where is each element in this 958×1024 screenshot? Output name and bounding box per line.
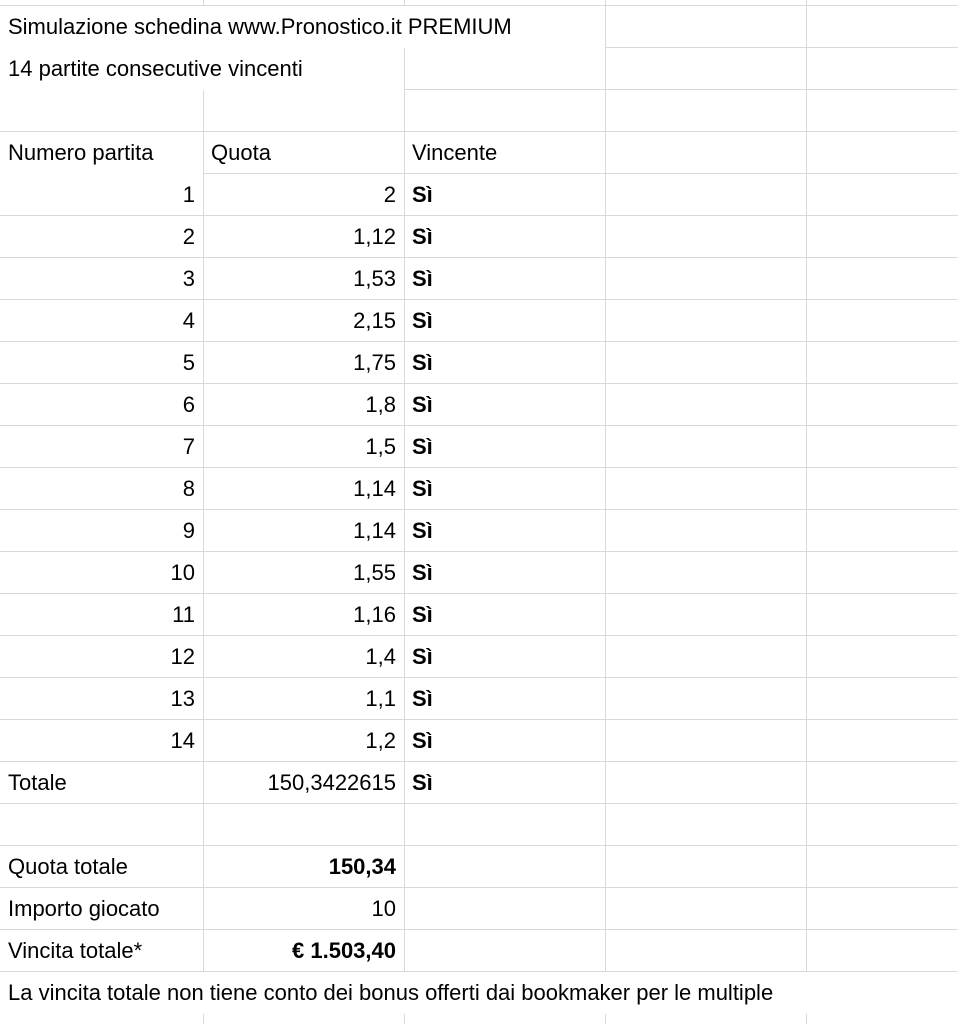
match-number-cell[interactable]: 13 [170, 686, 195, 711]
match-number-cell[interactable]: 8 [182, 476, 195, 501]
column-divider [806, 0, 807, 1024]
header-numero-partita[interactable]: Numero partita [0, 132, 203, 174]
match-winner-cell[interactable]: Sì [412, 308, 433, 333]
match-winner-cell[interactable]: Sì [412, 686, 433, 711]
match-winner-cell[interactable]: Sì [412, 182, 433, 207]
match-odds-cell[interactable]: 2 [383, 182, 396, 207]
match-winner-cell[interactable]: Sì [412, 224, 433, 249]
match-number-cell[interactable]: 11 [172, 602, 195, 627]
match-odds-cell[interactable]: 2,15 [353, 308, 396, 333]
column-divider [605, 0, 606, 1024]
match-number-cell[interactable]: 10 [170, 560, 195, 585]
match-odds-cell[interactable]: 1,14 [353, 476, 396, 501]
match-winner-cell[interactable]: Sì [412, 350, 433, 375]
total-odds-value[interactable]: 150,34 [328, 854, 396, 879]
match-odds-cell[interactable]: 1,4 [365, 644, 396, 669]
match-number-cell[interactable]: 7 [182, 434, 195, 459]
match-winner-cell[interactable]: Sì [412, 644, 433, 669]
payout-value[interactable]: € 1.503,40 [292, 938, 396, 963]
match-number-cell[interactable]: 6 [182, 392, 195, 417]
header-quota[interactable]: Quota [211, 140, 271, 165]
sheet-subtitle[interactable]: 14 partite consecutive vincenti [0, 48, 404, 90]
match-odds-cell[interactable]: 1,75 [353, 350, 396, 375]
match-number-cell[interactable]: 14 [170, 728, 195, 753]
match-number-cell[interactable]: 4 [182, 308, 195, 333]
match-number-cell[interactable]: 1 [182, 182, 195, 207]
match-winner-cell[interactable]: Sì [412, 728, 433, 753]
match-winner-cell[interactable]: Sì [412, 602, 433, 627]
match-odds-cell[interactable]: 1,5 [365, 434, 396, 459]
stake-value[interactable]: 10 [371, 896, 396, 921]
match-winner-cell[interactable]: Sì [412, 518, 433, 543]
match-odds-cell[interactable]: 1,1 [365, 686, 396, 711]
total-label[interactable]: Totale [8, 770, 67, 795]
match-number-cell[interactable]: 5 [182, 350, 195, 375]
match-number-cell[interactable]: 2 [182, 224, 195, 249]
match-odds-cell[interactable]: 1,16 [353, 602, 396, 627]
match-odds-cell[interactable]: 1,2 [365, 728, 396, 753]
match-number-cell[interactable]: 12 [170, 644, 195, 669]
match-odds-cell[interactable]: 1,8 [365, 392, 396, 417]
payout-label[interactable]: Vincita totale* [8, 938, 143, 963]
match-winner-cell[interactable]: Sì [412, 266, 433, 291]
match-odds-cell[interactable]: 1,53 [353, 266, 396, 291]
match-winner-cell[interactable]: Sì [412, 392, 433, 417]
total-odds-label[interactable]: Quota totale [8, 854, 128, 879]
header-vincente[interactable]: Vincente [412, 140, 498, 165]
match-odds-cell[interactable]: 1,14 [353, 518, 396, 543]
match-winner-cell[interactable]: Sì [412, 560, 433, 585]
match-number-cell[interactable]: 9 [182, 518, 195, 543]
match-odds-cell[interactable]: 1,55 [353, 560, 396, 585]
total-odds[interactable]: 150,3422615 [267, 770, 396, 795]
match-odds-cell[interactable]: 1,12 [353, 224, 396, 249]
footnote[interactable]: La vincita totale non tiene conto dei bonus offerti dai bookmaker per le multiple [0, 972, 958, 1014]
match-winner-cell[interactable]: Sì [412, 434, 433, 459]
stake-label[interactable]: Importo giocato [8, 896, 160, 921]
total-winner[interactable]: Sì [412, 770, 433, 795]
sheet-title[interactable]: Simulazione schedina www.Pronostico.it PREMIUM [0, 6, 605, 48]
match-number-cell[interactable]: 3 [182, 266, 195, 291]
match-winner-cell[interactable]: Sì [412, 476, 433, 501]
